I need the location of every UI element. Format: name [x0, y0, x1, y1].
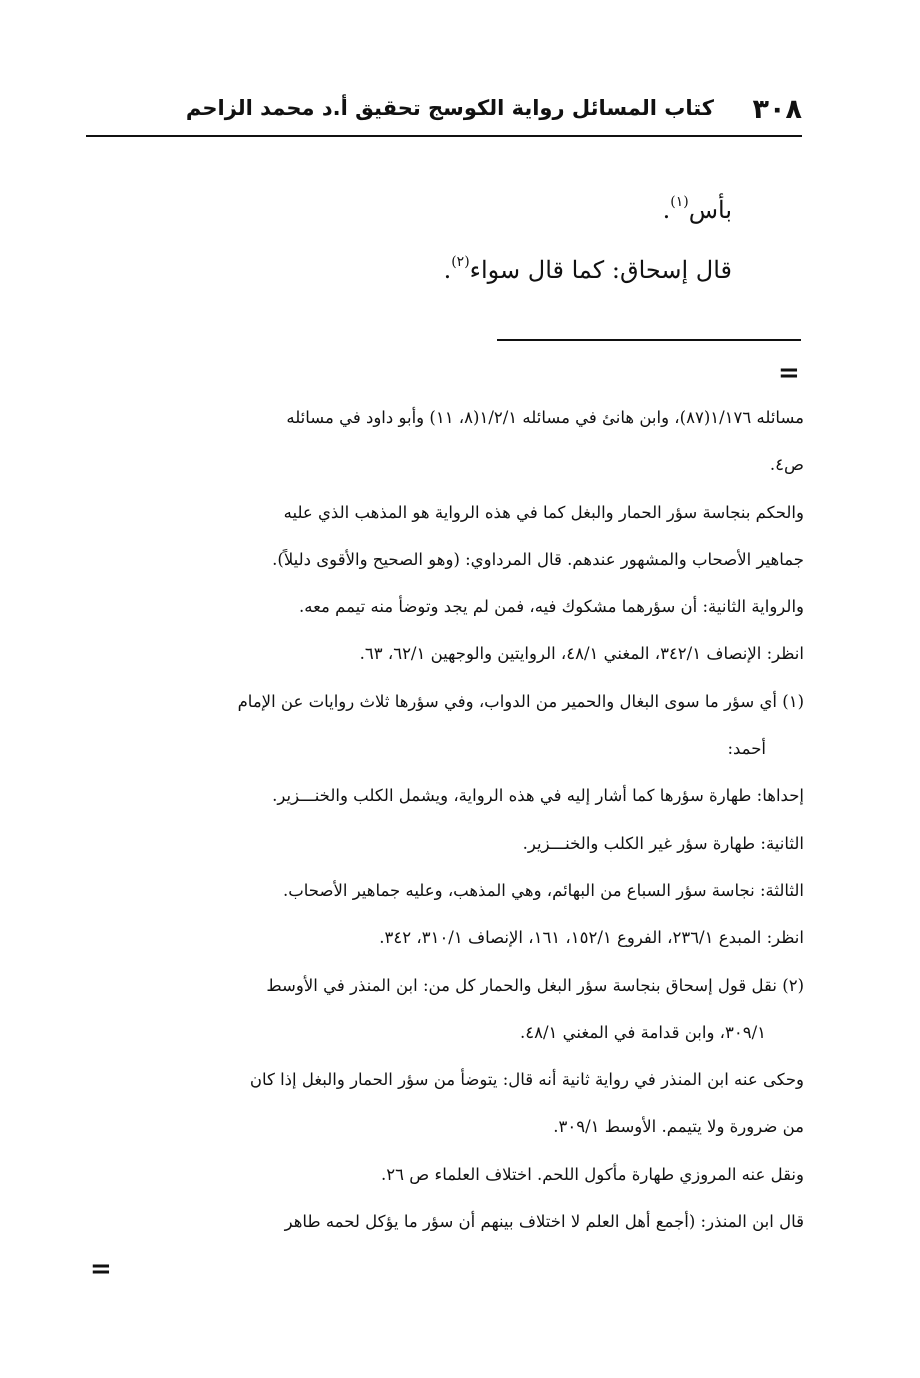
page-header: [86, 92, 802, 132]
main-line-end: .: [662, 196, 671, 224]
footnote-line: (٢) نقل قول إسحاق بنجاسة سؤر البغل والحمار كل من: ابن المنذر في الأوسط: [266, 975, 804, 995]
footnote-line: (١) أي سؤر ما سوى البغال والحمير من الدواب، وفي سؤرها ثلاث روايات عن الإمام: [237, 691, 804, 711]
footnotes: [88, 394, 804, 1245]
main-text: [172, 172, 732, 292]
footnote-line: قال ابن المنذر: (أجمع أهل العلم لا اختلاف بينهم أن سؤر ما يؤكل لحمه طاهر: [284, 1212, 804, 1232]
footnote-ref: (١): [670, 194, 689, 210]
footnote-separator: [497, 339, 801, 341]
footnote-line: إحداها: طهارة سؤرها كما أشار إليه في هذه الرواية، ويشمل الكلب والخنـــزير.: [272, 786, 804, 806]
main-line: [172, 232, 732, 292]
main-line: [172, 172, 732, 232]
footnote-line: والرواية الثانية: أن سؤرهما مشكوك فيه، فمن لم يجد وتوضأ منه تيمم معه.: [299, 597, 804, 617]
footnote-line: الثانية: طهارة سؤر غير الكلب والخنـــزير.: [522, 833, 804, 853]
main-line-text: بأس: [688, 196, 732, 224]
footnote-line: من ضرورة ولا يتيمم. الأوسط ٣٠٩/١.: [553, 1117, 804, 1137]
main-line-end: .: [443, 256, 452, 284]
footnote-line: وحكى عنه ابن المنذر في رواية ثانية أنه قال: يتوضأ من سؤر الحمار والبغل إذا كان: [249, 1070, 804, 1090]
footnote-line: والحكم بنجاسة سؤر الحمار والبغل كما في هذه الرواية هو المذهب الذي عليه: [283, 502, 804, 522]
footnote-line: انظر: الإنصاف ٣٤٢/١، المغني ٤٨/١، الروايتين والوجهين ٦٢/١، ٦٣.: [359, 644, 804, 664]
main-line-text: قال إسحاق: كما قال سواء: [469, 256, 732, 284]
footnote-line: ونقل عنه المروزي طهارة مأكول اللحم. اختلاف العلماء ص ٢٦.: [381, 1164, 804, 1184]
footnote-line: ٣٠٩/١، وابن قدامة في المغني ٤٨/١.: [520, 1022, 766, 1042]
footnote-line: جماهير الأصحاب والمشهور عندهم. قال المرداوي: (وهو الصحيح والأقوى دليلاً).: [272, 549, 804, 569]
header-rule: [86, 135, 802, 137]
footnote-line: الثالثة: نجاسة سؤر السباع من البهائم، وهي المذهب، وعليه جماهير الأصحاب.: [282, 880, 804, 900]
continuation-mark-top: =: [778, 358, 800, 388]
running-title: كتاب المسائل رواية الكوسج تحقيق أ.د محمد الزاحم: [185, 96, 714, 120]
continuation-mark-bottom: =: [90, 1254, 112, 1284]
page-number: ٣٠٨: [752, 94, 802, 125]
footnote-ref: (٢): [451, 254, 470, 270]
footnote-line: ص٤.: [769, 455, 804, 475]
footnote-line: أحمد:: [727, 739, 766, 759]
footnote-line: مسائله ١/١٧٦(٨٧)، وابن هانئ في مسائله ١/٢/١(٨، ١١) وأبو داود في مسائله: [286, 408, 804, 427]
footnote-line: انظر: المبدع ٢٣٦/١، الفروع ١٥٢/١، ١٦١، الإنصاف ٣١٠/١، ٣٤٢.: [379, 928, 804, 948]
